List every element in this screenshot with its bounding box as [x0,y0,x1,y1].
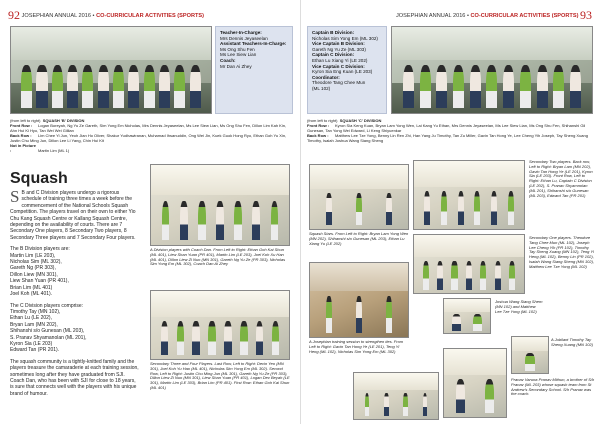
jubilant-photo [511,336,549,374]
jubilant-caption: A Jubilant Timothy Tay Sheng Xuang (MN 102) [551,338,594,347]
front-row-names: Kyron Sia Keng Kuan, Bryan Lam Yong Wen, Lai Kang Yu Ethan, Mrs Dennis Jeyaseelan, Ms Lee Siew Lian, Ms Ong Shu Fen, Shihanshi Gil Gunesan, Tan Yong Wei Edward, Li Keng Shiyuenkar [307,123,586,133]
right-page-header [396,8,592,23]
row-label: Front Row : [10,123,33,128]
joshua-matthew-photo [443,298,491,334]
b-division-list: The B Division players are: Martin Lim (LE 203), Nicholas Sim (ML 302), Gareth Ng (PR 303), Dillon Liew (MN 301), Liew Shan Yuan (PR 401), Brian Lim (ML 401) Joel Koh (ML 401). [10,246,70,298]
team-title: SQUASH 'C' DIVISION [339,118,382,123]
sec-three-four-photo [150,290,290,360]
closing-paragraph: The squash community is a tightly-knitted family and the players treasure the camaraderie at each training session, sometimes long after they have graduated from SJI. Coach Dan, who has been with SJI for close to 18 years, is sure that connects well with the players with his unique brand of humour. [10,358,139,397]
team-order-note: (from left to right) [307,118,338,123]
team-title: SQUASH 'B' DIVISION [42,118,85,123]
pranav-photo [443,348,507,418]
group-photo-bottom [353,372,439,420]
back-row-names: Lim Chee Yi Jun, Yeoh Jian Ho Oliver, Shakur Yudhawiranan, Muhamad Ihsanuddin, Ong Wei Jin, Kuek Guok Hong Ryo, Ethan Goh Yu Xin, Justin Chu Ming Jun, Dillon Lee Li Yang, Chin Hui Kit [10,133,287,143]
joshua-matthew-caption: Joshua Wang Siang Shern (MN 102) and Matthew Lee Tze Yong (ML 102) [495,300,543,314]
row-label: Back Row : [10,133,32,138]
info-line: Coordinator: [312,74,340,80]
pranav-caption: Pranav Varuna Pranav Mithun, a brother of S/h Pranav (ML 203) whose squash team from St Andrew's Secondary School. S/h Pranav was the coach. [511,378,595,397]
squash-title: Squash [10,170,68,187]
intro-paragraph: S B and C Division players undergo a rigorous schedule of training three times a week before the commencement of the National Schools Squash Competition. The players travel on their own to either Yio Chu Kang Squash Centre or Kallang Squash Centre, depending on the availability of courts. There are 7 Secondary One players, 8 Secondary Two players, 8 Secondary Three players and 7 Secondary Four players. [10,187,136,241]
info-line: Gareth Ng Yu Ze (ML 303) [312,46,366,52]
a-division-photo [150,164,290,246]
sec-two-photo [413,160,525,230]
sec-one-caption: Secondary One players. Theodore Tang Chee Mun (ML 102), Joseph Lee Cheng Yih (PR 102), Timothy Tay Sheng Xuang (MN 102), Teng Yi Heng (ML 102), Benny Lin (PR 102), Isaiah Wang Siang Sheng (MN 102), Matthew Lee Tze Yong (ML 102) [529,236,595,269]
left-page-number: 92 [8,8,20,22]
a-division-caption: A Division players with Coach Dan. From Left to Right: Ethan Goh Kai Shun (ML 401), Liew Shan Yuan (PR 401), Martin Lim (LE 203), Joel Koh Xu Han (ML 401), Dillon Liew Zi Nuo (MN 301), Gareth Ng Yu Ze (PR 303), Nicholas Sim Yong Em (ML 302), Coach Dan Ai Zhey [150,248,286,267]
right-team-name-list [307,118,593,160]
left-header-section: CO-CURRICULAR ACTIVITIES (SPORTS) [96,12,205,19]
right-header-section: CO-CURRICULAR ACTIVITIES (SPORTS) [470,12,579,19]
info-line: Vice Captain C Division: [312,63,365,69]
info-line: Coach: [220,57,236,63]
back-row-names: Matthew Lee Tze Yong, Benny Lin Ren Zhi, Han Yang Ju Timothy, Tan Zu Miller, Gavin Tan Hong Ye, Lee Cheng Yih Joseph, Tay Sheng Xuang Timothy, Isaiah Joshua Wang Siang Sheng [307,133,588,143]
row-label: Back Row : [307,133,329,138]
training-session-caption: A Josephian training session to strengthen ties. From Left to Right: Gavin Tan Hong Ye (LE 201), Teng Yi Heng (ML 102), Nicholas Sim Yong Em (ML 302) [309,340,404,354]
left-header-prefix: JOSEPHIAN ANNUAL 2016 • [21,12,95,19]
info-line: Teacher-In-Charge: [220,30,262,35]
team-order-note: (from left to right) [10,118,41,123]
sec-two-caption: Secondary Two players. Back row, Left to Right: Bryan Lam (MN 202), Gavin Tan Hong Ye (LE 201), Kyron Sia (LE 203). Front Row, Left to Right: Ethan Lu, Captain C Division (LE 202), S. Pranav Shyamnolan (ML 201), Shihanshi s/o Gunesan (ML 203), Edward Tan (PR 201) [529,160,593,198]
right-page [300,0,600,424]
info-line: Captain B Division: [312,30,355,35]
right-page-number: 93 [580,8,592,22]
squash-b-division-team-photo [10,26,212,114]
sec-one-photo [413,234,525,294]
squash-c-division-team-photo [391,26,593,114]
info-line: Theodore Tang Chee Mun [312,80,366,86]
row-label: Front Row : [307,123,330,128]
squash-article [10,187,140,402]
training-session-photo [309,262,409,338]
info-line: Assistant Teachers-In-Charge: [220,41,287,47]
info-line: Ethan Lu Xiang Yi (LE 202) [312,57,368,63]
info-line: Mrs Dennis Jeyaseelan [220,35,268,41]
sec-three-four-caption: Secondary Three and Four Players. Last Row, Left to Right: Devin Yeo (MN 301), Joel Koh Yu Hao (ML 401), Nicholas Sim Yong Em (ML 302). Second Row, Left to Right: Justin Chu Ming Jun (ML 301), Gareth Ng Yu Ze (PR 303), Dillon Liew Zi Nuo (MN 301), Liew Shan Yuan (PR 401), Logan Dev Beyah (LE 301), Martin Lim (LE 303), Brian Lim (PR 401). First Row: Ethan Goh Kai Shun (ML 401) [150,362,290,390]
info-line: Nicholas Sim Yong Em (ML 302) [312,35,378,41]
left-team-name-list [10,118,292,164]
left-page-header [8,8,204,23]
row-label: Not in Picture : [10,143,37,153]
info-line: (ML 102) [312,85,331,91]
info-line: Kyron Sia Eng Kuan (LE 203) [312,69,373,75]
info-line: Captain C Division: [312,52,355,58]
info-line: Mr Dan Ai Zhey [220,63,252,69]
front-row-names: Logan Boreyah, Ng Yu Ze Gareth, Sim Yong Em Nicholas, Mrs Dennis Jeyaseelan, Ms Lee Siew Lian, Ms Ong Shu Fen, Dillon Lim Kah Kin, Ahn Hui Ki Hyo, Tan Wei Wei Gillian [10,123,287,133]
drop-cap: S [10,187,20,206]
squash-stars-caption: Squash Stars. From Left to Right: Bryan Lam Yong Wen (MN 202), Shihanshi s/o Gunesan (ML 203), Ethan Lu Xiang Yu (LE 202) [309,232,409,246]
info-line: Vice Captain B Division: [312,41,365,47]
c-division-list: The C Division players comprise: Timothy Tay (MN 102), Ethan Lu (LE 202), Bryan Lam (MN 202), Shihanshi s/o Gunesan (ML 203), S. Pranav Shyamanolan (ML 201), Kyron Sia (LE 203) Edward Tan (PR 201). [10,302,87,354]
right-captains-box [307,26,387,114]
info-line: Ms Lee Siew Lian [220,52,257,58]
info-line: Ms Ong Shu Fen [220,46,255,52]
left-teachers-box [215,26,293,114]
right-header-prefix: JOSEPHIAN ANNUAL 2016 • [395,12,469,19]
not-in-picture-names: Martin Lim (ML 1) [38,148,70,153]
squash-stars-photo [309,164,409,230]
